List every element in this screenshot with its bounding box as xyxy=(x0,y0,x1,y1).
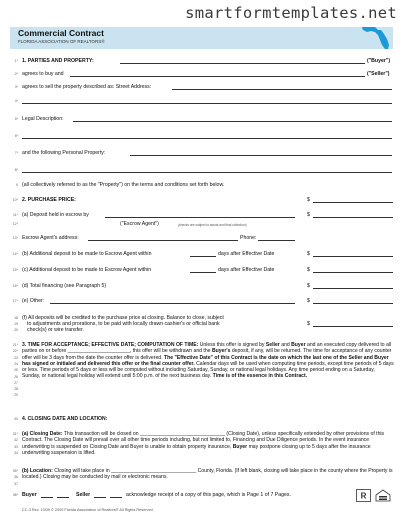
deposit-b-amount-field[interactable] xyxy=(313,256,393,257)
buyer-term: Buyer xyxy=(232,443,248,450)
other-description-field[interactable] xyxy=(50,303,295,304)
line-text: (d) Total financing (see Paragraph 5) xyxy=(22,283,107,289)
line-number: 35* xyxy=(12,469,18,473)
balance-to-close-field[interactable] xyxy=(313,326,393,327)
escrow-address-field[interactable] xyxy=(88,240,238,241)
line-text: (b) Additional deposit to be made to Escrow Agent within xyxy=(22,251,152,257)
line-number: 31* xyxy=(12,432,18,436)
line-number: 21* xyxy=(12,343,18,347)
seller-term: Seller xyxy=(265,342,280,348)
form-header xyxy=(10,27,393,49)
acknowledgment-text: acknowledge receipt of a copy of this page, which is Page 1 of 7 Pages. xyxy=(126,492,291,498)
para-text: Closing will take place in ______________________________ County, Florida. (If left blank, closing will take place in the county where the Property is located.) Closing may be conducted by mail or electronic means. xyxy=(22,468,393,481)
buyer-label: ("Buyer") xyxy=(367,58,391,64)
line-number: 3* xyxy=(14,85,18,89)
buyer-initials-2-field[interactable] xyxy=(57,497,69,498)
realtor-equal-housing-icon xyxy=(356,489,392,502)
para-text: deposit, if any, will be returned. The time for acceptance of any counter offer will be 3 days from the date the counter offer is delivered. xyxy=(22,348,392,361)
dollar-sign: $ xyxy=(307,212,310,218)
days-label: days after Effective Date xyxy=(218,267,275,273)
dollar-sign: $ xyxy=(307,283,310,289)
section-4-heading-line xyxy=(22,416,394,422)
para-text: and xyxy=(281,342,290,348)
dollar-sign: $ xyxy=(307,298,310,304)
line-text: (c) Additional deposit to be made to Escrow Agent within xyxy=(22,267,152,273)
financing-amount-field[interactable] xyxy=(313,288,393,289)
line-number: 27 xyxy=(14,380,18,385)
line-text: Legal Description: xyxy=(22,116,64,122)
legal-description-continued-field[interactable] xyxy=(22,138,392,139)
line-number: 9 xyxy=(16,183,18,187)
effective-date-definition: The "Effective Date" of this Contract is the date on which the last one of the Seller and Buyer has signed or initialed and delivered this offer or the final counter offer. xyxy=(22,354,389,367)
para-text: This transaction will be closed on ______________________________ (Closing Date), unless specifically extended by other provisions of this Contract. The Closing Date will prevail over all other time periods including, but not limited to, Financing and Due Diligence periods. In the event insurance underwriting is suspended on Closing Date and Buyer is unable to obtain property insurance, xyxy=(22,431,385,450)
line-number: 15* xyxy=(12,268,18,272)
line-text: (e) Other: xyxy=(22,298,45,304)
line-number: 28 xyxy=(14,387,18,392)
escrow-phone-field[interactable] xyxy=(258,240,295,241)
other-amount-field[interactable] xyxy=(313,303,393,304)
deposit-c-amount-field[interactable] xyxy=(313,272,393,273)
line-number: 7* xyxy=(14,151,18,155)
section-2-heading: 2. PURCHASE PRICE: xyxy=(22,197,76,203)
escrow-agent-label: ("Escrow Agent") xyxy=(120,221,159,227)
personal-property-field[interactable] xyxy=(130,155,392,156)
line-number: 38* xyxy=(12,493,18,497)
dollar-sign: $ xyxy=(307,267,310,273)
line-text: to adjustments and prorations, to be paid with locally drawn cashier's or official bank xyxy=(27,321,220,327)
section-3-heading: 3. TIME FOR ACCEPTANCE; EFFECTIVE DATE; COMPUTATION OF TIME: xyxy=(22,342,199,348)
section-3-paragraph xyxy=(22,342,394,380)
line-number: 1* xyxy=(14,59,18,63)
purchase-price-field[interactable] xyxy=(313,202,393,203)
buyer-term: Buyer xyxy=(291,342,306,348)
line-number: 11* xyxy=(13,213,18,217)
line-text: (f) All deposits will be credited to the purchase price at closing. Balance to close, subject xyxy=(22,315,224,321)
dollar-sign: $ xyxy=(307,197,310,203)
buyer-name-field[interactable] xyxy=(120,63,365,64)
buyer-initials-label: Buyer xyxy=(22,492,37,498)
seller-initials-2-field[interactable] xyxy=(110,497,122,498)
phone-label: Phone: xyxy=(240,235,257,241)
line-number: 30 xyxy=(14,417,18,421)
line-number: 33 xyxy=(14,444,18,449)
location-label: (b) Location: xyxy=(22,468,53,474)
buyers-term: Buyer's xyxy=(211,348,231,355)
time-of-essence: Time is of the essence in this Contract. xyxy=(212,373,308,380)
form-subtitle: FLORIDA ASSOCIATION OF REALTORS® xyxy=(18,39,105,44)
seller-label: ("Seller") xyxy=(367,71,390,77)
line-text: agrees to sell the property described as: Street Address: xyxy=(22,84,152,90)
location-paragraph xyxy=(22,468,394,481)
watermark: smartformtemplates.net xyxy=(185,4,397,22)
address-continued-field[interactable] xyxy=(22,103,392,104)
line-text: agrees to buy and xyxy=(22,71,64,77)
line-text: (a) Deposit held in escrow by xyxy=(22,212,89,218)
line-number: 12* xyxy=(12,222,18,226)
line-number: 26 xyxy=(14,374,18,379)
closing-date-label: (a) Closing Date: xyxy=(22,431,63,437)
line-number: 4* xyxy=(14,99,18,103)
section-4-heading: 4. CLOSING DATE AND LOCATION: xyxy=(22,416,108,422)
line-text: and the following Personal Property: xyxy=(22,150,106,156)
line-number: 10* xyxy=(12,198,18,202)
form-footer: CC-3 Rev. 10/09 © 2009 Florida Association of Realtors® All Rights Reserved xyxy=(22,508,153,512)
deposit-c-days-field[interactable] xyxy=(190,272,216,273)
line-number: 23 xyxy=(14,355,18,360)
personal-property-continued-field[interactable] xyxy=(22,172,392,173)
line-number: 25 xyxy=(14,368,18,373)
legal-description-field[interactable] xyxy=(73,121,392,122)
line-number: 17* xyxy=(12,299,18,303)
dollar-sign: $ xyxy=(307,251,310,257)
para-text: Calendar days will be used when computing time periods, except time periods of 5 days or less. Time periods of 5 days or less will be computed without including Saturday, Sunday, or national legal holidays. Any time period ending on a Saturday, Sunday, or national legal holiday will extend until 5:00 p.m. of the next business day. xyxy=(22,360,394,380)
deposit-amount-field[interactable] xyxy=(313,217,393,218)
line-text: Escrow Agent's address: xyxy=(22,235,79,241)
line-text: (all collectively referred to as the "Property") on the terms and conditions set forth below. xyxy=(22,182,225,188)
para-text: and an executed copy delivered to all parties on or before ______________________, this offer will be withdrawn and the xyxy=(22,342,392,355)
para-text: Unless this offer is signed by xyxy=(199,342,265,348)
seller-initials-1-field[interactable] xyxy=(94,497,106,498)
line-text: check(s) or wire transfer. xyxy=(27,327,84,333)
florida-state-icon xyxy=(361,24,391,50)
line-number: 37 xyxy=(14,481,18,486)
line-number: 32 xyxy=(14,438,18,443)
line-number: 22* xyxy=(12,349,18,354)
line-number: 8* xyxy=(14,168,18,172)
para-text: may postpone closing up to 5 days after the insurance underwriting suspension is lifted. xyxy=(22,443,371,456)
form-title: Commercial Contract xyxy=(18,28,104,38)
line-number: 18 xyxy=(14,316,18,320)
street-address-field[interactable] xyxy=(172,89,392,90)
line-number: 16* xyxy=(12,284,18,288)
line-number: 13* xyxy=(12,236,18,240)
collection-note: (checks are subject to actual and final collection) xyxy=(178,223,247,227)
line-number: 19 xyxy=(14,322,18,326)
line-number: 14* xyxy=(12,252,18,256)
line-number: 24 xyxy=(14,361,18,366)
line-number: 20 xyxy=(14,328,18,332)
line-number: 5* xyxy=(14,117,18,121)
dollar-sign: $ xyxy=(307,321,310,327)
line-number: 2* xyxy=(14,72,18,76)
closing-date-paragraph xyxy=(22,431,394,456)
svg-text:R: R xyxy=(360,491,367,501)
buyer-initials-1-field[interactable] xyxy=(41,497,53,498)
seller-initials-label: Seller xyxy=(76,492,91,498)
line-number: 34 xyxy=(14,450,18,455)
deposit-b-days-field[interactable] xyxy=(190,256,216,257)
seller-name-field[interactable] xyxy=(70,76,365,77)
days-label: days after Effective Date xyxy=(218,251,275,257)
line-number: 29 xyxy=(14,393,18,398)
escrow-holder-field[interactable] xyxy=(105,217,295,218)
line-number: 6* xyxy=(14,134,18,138)
line-number: 36 xyxy=(14,475,18,480)
section-1-heading: 1. PARTIES AND PROPERTY: xyxy=(22,58,94,64)
